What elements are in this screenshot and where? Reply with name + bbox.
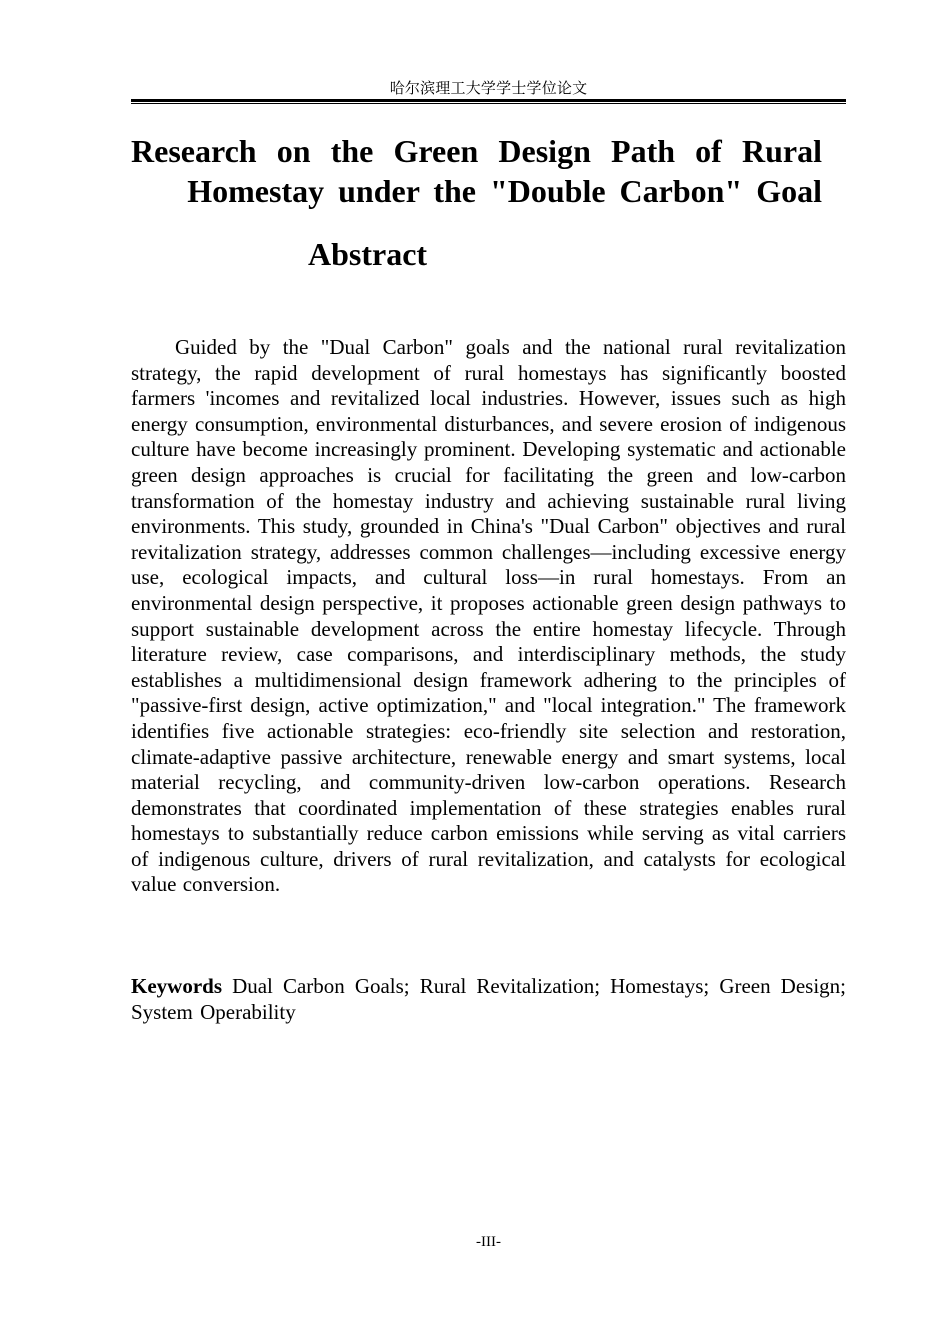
header-rule-thick (131, 99, 846, 102)
keywords-paragraph (131, 974, 846, 1025)
page-number: -III- (476, 1234, 501, 1250)
keywords-text: Dual Carbon Goals; Rural Revitalization; Homestays; Green Design; System Operability (131, 974, 846, 1024)
abstract-body: Guided by the "Dual Carbon" goals and the national rural revitalization strategy, the rapid development of rural homestays has significantly boosted farmers 'incomes and revitalized local industries. However, issues such as high energy consumption, environmental disturbances, and severe erosion of indigenous culture have become increasingly prominent. Developing systematic and actionable green design approaches is crucial for facilitating the green and low-carbon transformation of the homestay industry and achieving sustainable rural living environments. This study, grounded in China's "Dual Carbon" objectives and rural revitalization strategy, addresses common challenges—including excessive energy use, ecological impacts, and cultural loss—in rural homestays. From an environmental design perspective, it proposes actionable green design pathways to support sustainable development across the entire homestay lifecycle. Through literature review, case comparisons, and interdisciplinary methods, the study establishes a multidimensional design framework adhering to the principles of "passive-first design, active optimization," and "local integration." The framework identifies five actionable strategies: eco-friendly site selection and restoration, climate-adaptive passive architecture, renewable energy and smart systems, local material recycling, and community-driven low-carbon operations. Research demonstrates that coordinated implementation of these strategies enables rural homestays to substantially reduce carbon emissions while serving as vital carriers of indigenous culture, drivers of rural revitalization, and catalysts for ecological value conversion. (131, 335, 846, 897)
running-header: 哈尔滨理工大学学士学位论文 (389, 79, 588, 97)
thesis-title: Research on the Green Design Path of Rural Homestay under the "Double Carbon" Goal (131, 133, 822, 209)
header-rule-thin (131, 103, 846, 104)
abstract-heading: Abstract (308, 236, 428, 272)
keywords-label: Keywords (131, 974, 222, 998)
